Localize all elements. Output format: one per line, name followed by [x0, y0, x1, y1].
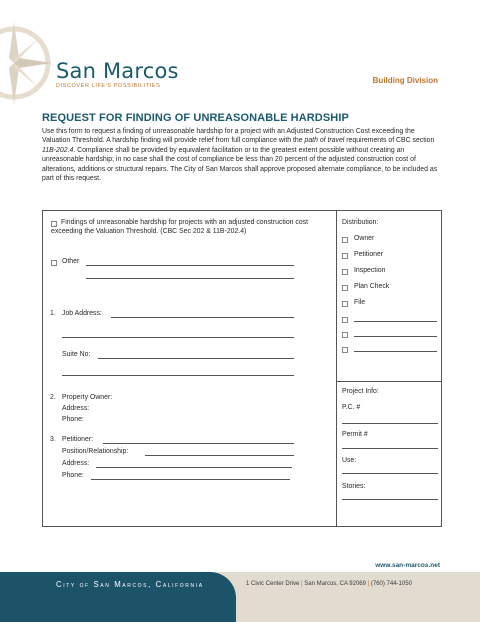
relationship-field[interactable]	[145, 455, 294, 456]
petitioner-address-label: Address:	[62, 460, 90, 467]
relationship-label: Position/Relationship:	[62, 448, 129, 455]
footer-citystate: San Marcos, CA 92069	[304, 581, 366, 587]
findings-label: Findings of unreasonable hardship for projects with an adjusted construction cost exceeding the Valuation Threshold. (CBC Sec 202 & 11B-202.4)	[51, 219, 309, 236]
footer-phone: (760) 744-1050	[370, 581, 412, 587]
footer-banner	[0, 572, 236, 622]
distribution-inspection-checkbox[interactable]	[342, 269, 348, 275]
other-field[interactable]	[86, 265, 294, 266]
distribution-inspection-label: Inspection	[354, 267, 386, 274]
intro-paragraph	[42, 127, 442, 183]
stories-label: Stories:	[342, 483, 366, 490]
distribution-extra-field-1[interactable]	[354, 321, 437, 322]
use-field[interactable]	[342, 473, 438, 474]
permit-label: Permit #	[342, 431, 368, 438]
distribution-file-label: File	[354, 299, 366, 306]
other-field-2[interactable]	[86, 278, 294, 279]
intro-text-3: . Compliance shall be provided by equivalent facilitation or to the greatest extent possible without creating an unreasonable hardship; in no case shall the cost of compliance be less than 20 percent of the adjusted construction cost of alterations, additions or structural repairs. The City of San Marcos shall approve proposed alternate compliance, to be included as part of this request.	[42, 146, 438, 183]
division-label: Building Division	[372, 76, 438, 85]
distribution-extra-checkbox-2[interactable]	[342, 332, 348, 338]
owner-number: 2.	[50, 394, 56, 401]
distribution-petitioner-checkbox[interactable]	[342, 253, 348, 259]
request-form	[42, 210, 442, 527]
intro-italic-1: path of travel	[304, 137, 345, 145]
other-label: Other	[62, 258, 80, 265]
distribution-petitioner-label: Petitioner	[354, 251, 384, 258]
compass-logo-icon	[0, 18, 52, 108]
job-address-label: Job Address:	[62, 310, 102, 317]
intro-text-1: Use this form to request a finding of unreasonable hardship for a project with an Adjusted Construction Cost exceeding the Valuation Threshold. A hardship finding will provide relief from full compliance with the	[42, 128, 415, 145]
suite-label: Suite No:	[62, 351, 91, 358]
intro-italic-2: 11B-202.4	[42, 146, 74, 154]
owner-phone-label: Phone:	[62, 416, 84, 423]
footer-address	[246, 581, 412, 587]
petitioner-field[interactable]	[103, 443, 294, 444]
petitioner-phone-label: Phone:	[62, 472, 84, 479]
distribution-title: Distribution:	[342, 219, 379, 226]
city-logo	[56, 60, 179, 89]
job-address-field-2[interactable]	[62, 337, 294, 338]
permit-field[interactable]	[342, 448, 438, 449]
distribution-file-checkbox[interactable]	[342, 301, 348, 307]
stories-field[interactable]	[342, 499, 438, 500]
pc-label: P.C. #	[342, 404, 361, 411]
petitioner-label: Petitioner:	[62, 436, 94, 443]
other-checkbox[interactable]	[51, 260, 57, 266]
footer-separator-1: |	[301, 581, 303, 587]
distribution-plancheck-label: Plan Check	[354, 283, 390, 290]
logo-tagline: DISCOVER LIFE'S POSSIBILITIES	[56, 83, 161, 89]
side-column	[336, 211, 442, 526]
distribution-extra-field-3[interactable]	[354, 351, 437, 352]
page-footer	[0, 572, 480, 622]
owner-label: Property Owner:	[62, 394, 113, 401]
footer-separator-2: |	[367, 581, 370, 587]
distribution-extra-field-2[interactable]	[354, 336, 437, 337]
suite-field-2[interactable]	[62, 375, 294, 376]
job-address-number: 1.	[50, 310, 56, 317]
intro-text-2: requirements of CBC section	[344, 137, 435, 145]
petitioner-phone-field[interactable]	[91, 479, 290, 480]
section-divider	[337, 381, 442, 382]
distribution-owner-label: Owner	[354, 235, 375, 242]
distribution-plancheck-checkbox[interactable]	[342, 285, 348, 291]
page-title: REQUEST FOR FINDING OF UNREASONABLE HARDSHIP	[42, 112, 349, 124]
use-label: Use:	[342, 457, 357, 464]
footer-street: 1 Civic Center Drive	[246, 581, 300, 587]
petitioner-address-field[interactable]	[96, 467, 292, 468]
website-link[interactable]: www.san-marcos.net	[375, 562, 440, 569]
distribution-owner-checkbox[interactable]	[342, 237, 348, 243]
petitioner-number: 3.	[50, 436, 56, 443]
owner-address-label: Address:	[62, 405, 90, 412]
pc-field[interactable]	[342, 423, 438, 424]
project-info-title: Project Info:	[342, 388, 379, 395]
distribution-extra-checkbox-3[interactable]	[342, 347, 348, 353]
distribution-extra-checkbox-1[interactable]	[342, 317, 348, 323]
suite-field[interactable]	[98, 358, 294, 359]
footer-city-name: City of San Marcos, California	[56, 580, 204, 589]
job-address-field[interactable]	[111, 317, 294, 318]
logo-name: San Marcos	[56, 59, 179, 83]
